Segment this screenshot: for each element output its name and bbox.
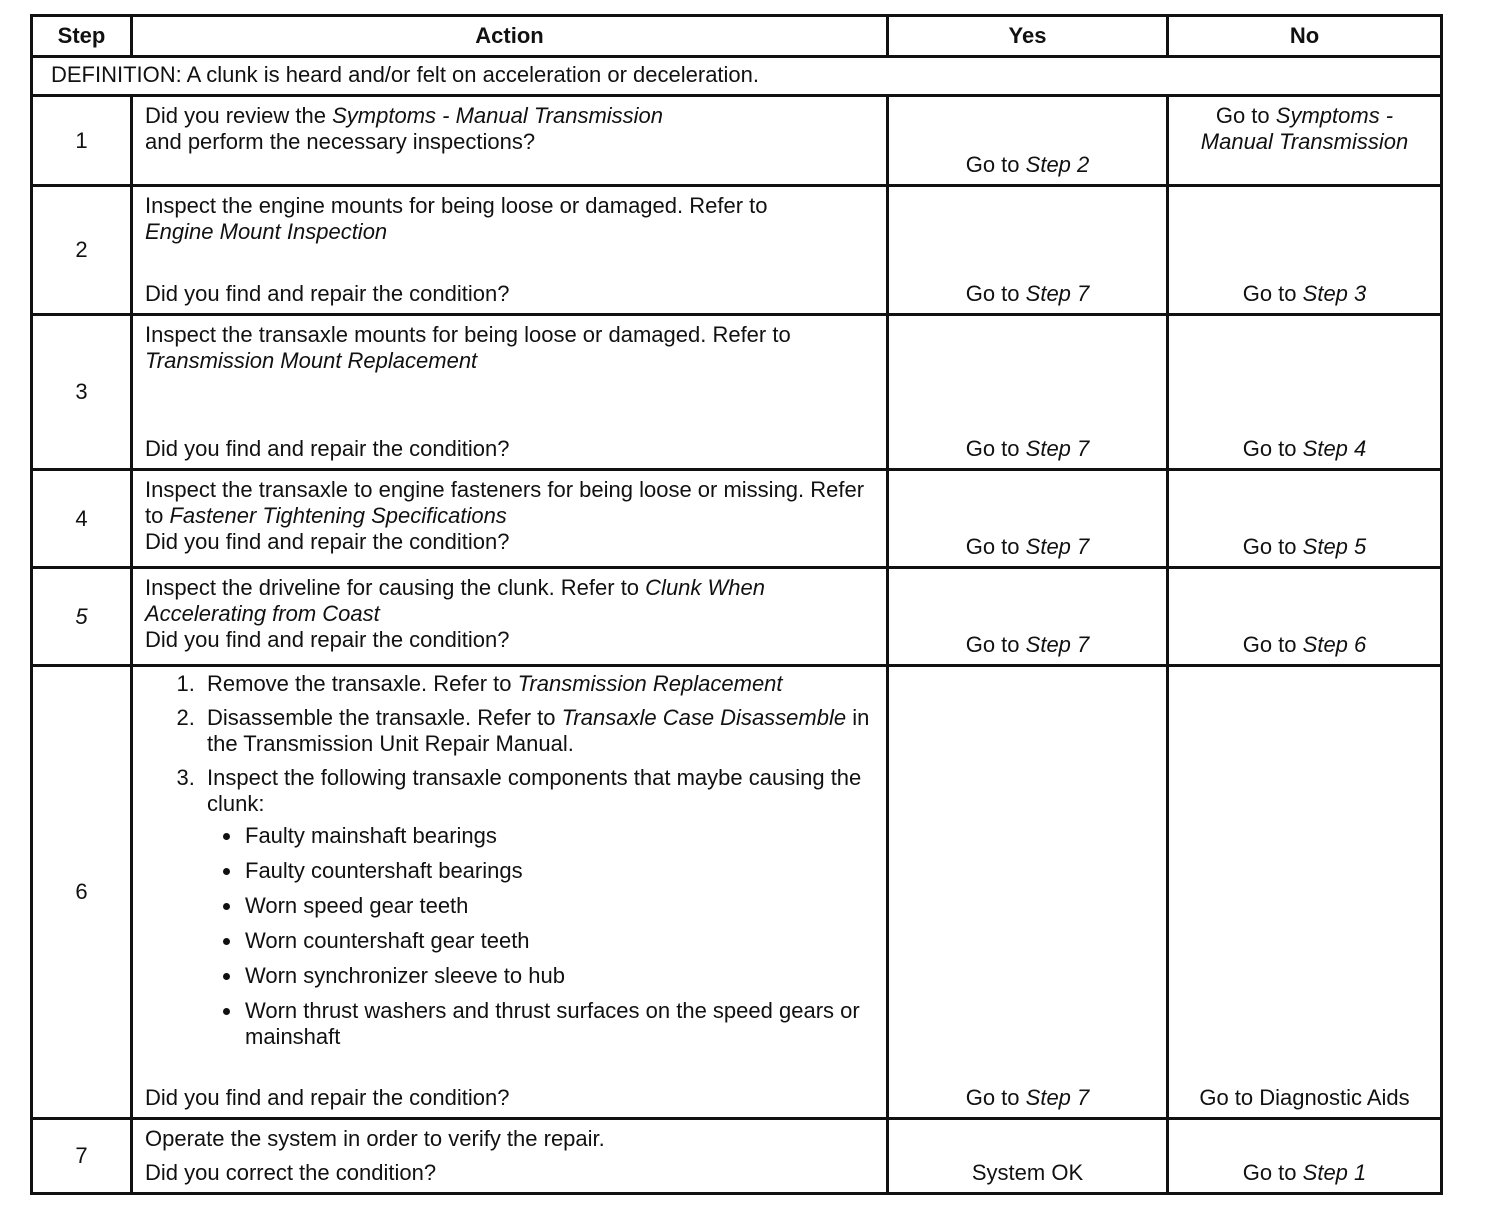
action-reference: Transaxle Case Disassemble [561, 705, 847, 730]
no-cell [1168, 1119, 1442, 1194]
yes-cell [888, 96, 1168, 186]
action-question: Did you find and repair the condition? [145, 529, 510, 554]
yes-cell [888, 568, 1168, 666]
yes-step-link[interactable]: Step 7 [1025, 281, 1090, 306]
header-yes: Yes [888, 16, 1168, 57]
action-question: Did you find and repair the condition? [145, 627, 510, 652]
goto-text: Go to [965, 436, 1020, 461]
table-row [32, 470, 1442, 568]
header-action: Action [132, 16, 888, 57]
component-list [207, 823, 876, 1050]
yes-cell [888, 315, 1168, 470]
procedure-list [145, 671, 876, 1050]
yes-step-link[interactable]: Step 2 [1025, 152, 1090, 177]
no-cell [1168, 568, 1442, 666]
header-row [32, 16, 1442, 57]
action-question: Did you find and repair the condition? [145, 281, 510, 306]
action-reference: Clunk When Accelerating from Coast [145, 575, 766, 626]
action-question: Did you find and repair the condition? [145, 1085, 510, 1110]
component-item: • Worn speed gear teeth [243, 893, 876, 919]
goto-text: Go to [965, 1085, 1020, 1110]
action-text: Did you review the [145, 103, 326, 128]
action-cell [132, 568, 888, 666]
action-reference: Transmission Replacement [517, 671, 783, 696]
table-row [32, 96, 1442, 186]
table-row [32, 315, 1442, 470]
action-reference: Fastener Tightening Specifications [169, 503, 507, 528]
component-item: • Worn countershaft gear teeth [243, 928, 876, 954]
table-row [32, 1119, 1442, 1194]
yes-cell [888, 186, 1168, 315]
action-text: Inspect the transaxle to engine fasteners for being loose or missing. Refer to [145, 477, 865, 528]
component-item: • Worn thrust washers and thrust surfaces on the speed gears or mainshaft [243, 998, 876, 1050]
no-cell [1168, 470, 1442, 568]
no-step-link[interactable]: Step 5 [1302, 534, 1367, 559]
action-text: Remove the transaxle. Refer to [207, 671, 512, 696]
action-text: Inspect the transaxle mounts for being loose or damaged. Refer to [145, 322, 791, 347]
no-step-link[interactable]: Step 3 [1302, 281, 1367, 306]
action-text: Inspect the engine mounts for being loose or damaged. Refer to [145, 193, 768, 218]
yes-cell [888, 666, 1168, 1119]
no-cell [1168, 186, 1442, 315]
diagnostic-table [30, 14, 1443, 1195]
action-question: Did you find and repair the condition? [145, 436, 510, 461]
no-step-link[interactable]: Step 6 [1302, 632, 1367, 657]
action-text: in the Transmission Unit Repair Manual. [207, 705, 870, 756]
action-question: Did you correct the condition? [145, 1160, 437, 1185]
goto-text: Go to [965, 152, 1020, 177]
step-number: 3 [32, 315, 132, 470]
header-no: No [1168, 16, 1442, 57]
definition-text: DEFINITION: A clunk is heard and/or felt on acceleration or deceleration. [32, 57, 1442, 96]
goto-text: Go to [1215, 103, 1270, 128]
action-reference: Transmission Mount Replacement [145, 348, 478, 373]
goto-text: Go to [1242, 534, 1297, 559]
goto-text: Go to [1242, 281, 1297, 306]
step-number: 7 [32, 1119, 132, 1194]
step-number: 1 [32, 96, 132, 186]
component-item: • Worn synchronizer sleeve to hub [243, 963, 876, 989]
definition-row [32, 57, 1442, 96]
list-item [201, 765, 876, 1050]
diagnostic-table-frame [30, 14, 1440, 1195]
yes-step-link[interactable]: Step 7 [1025, 436, 1090, 461]
action-reference: Symptoms - Manual Transmission [332, 103, 664, 128]
action-text: Operate the system in order to verify the repair. [145, 1126, 605, 1151]
action-text: Inspect the driveline for causing the clunk. Refer to [145, 575, 640, 600]
action-cell [132, 666, 888, 1119]
goto-text: Go to [1242, 1160, 1297, 1185]
list-item [201, 671, 876, 697]
no-step-link[interactable]: Step 1 [1302, 1160, 1367, 1185]
table-row [32, 568, 1442, 666]
component-item: • Faulty countershaft bearings [243, 858, 876, 884]
yes-step-link[interactable]: Step 7 [1025, 632, 1090, 657]
goto-text: Go to [1242, 632, 1297, 657]
no-cell [1168, 96, 1442, 186]
action-text: and perform the necessary inspections? [145, 129, 536, 154]
header-step: Step [32, 16, 132, 57]
no-step-link[interactable]: Step 4 [1302, 436, 1367, 461]
component-item: • Faulty mainshaft bearings [243, 823, 876, 849]
action-reference: Engine Mount Inspection [145, 219, 388, 244]
no-reference-link[interactable]: Go to Diagnostic Aids [1199, 1085, 1410, 1110]
action-cell [132, 470, 888, 568]
step-number: 2 [32, 186, 132, 315]
no-cell [1168, 666, 1442, 1119]
action-cell [132, 1119, 888, 1194]
action-cell [132, 186, 888, 315]
step-number: 4 [32, 470, 132, 568]
step-number: 6 [32, 666, 132, 1119]
no-reference-link[interactable]: Manual Transmission [1200, 129, 1409, 154]
table-row [32, 666, 1442, 1119]
no-cell [1168, 315, 1442, 470]
action-cell [132, 315, 888, 470]
goto-text: Go to [965, 632, 1020, 657]
action-text: Disassemble the transaxle. Refer to [207, 705, 556, 730]
table-row [32, 186, 1442, 315]
goto-text: Go to [965, 281, 1020, 306]
action-cell [132, 96, 888, 186]
yes-cell [888, 470, 1168, 568]
system-ok-text: System OK [971, 1160, 1084, 1185]
action-text: Inspect the following transaxle components that maybe causing the clunk: [207, 765, 862, 816]
yes-step-link[interactable]: Step 7 [1025, 534, 1090, 559]
no-reference-link[interactable]: Symptoms - [1275, 103, 1394, 128]
yes-cell [888, 1119, 1168, 1194]
step-number: 5 [32, 568, 132, 666]
goto-text: Go to [1242, 436, 1297, 461]
yes-step-link[interactable]: Step 7 [1025, 1085, 1090, 1110]
goto-text: Go to [965, 534, 1020, 559]
list-item [201, 705, 876, 757]
